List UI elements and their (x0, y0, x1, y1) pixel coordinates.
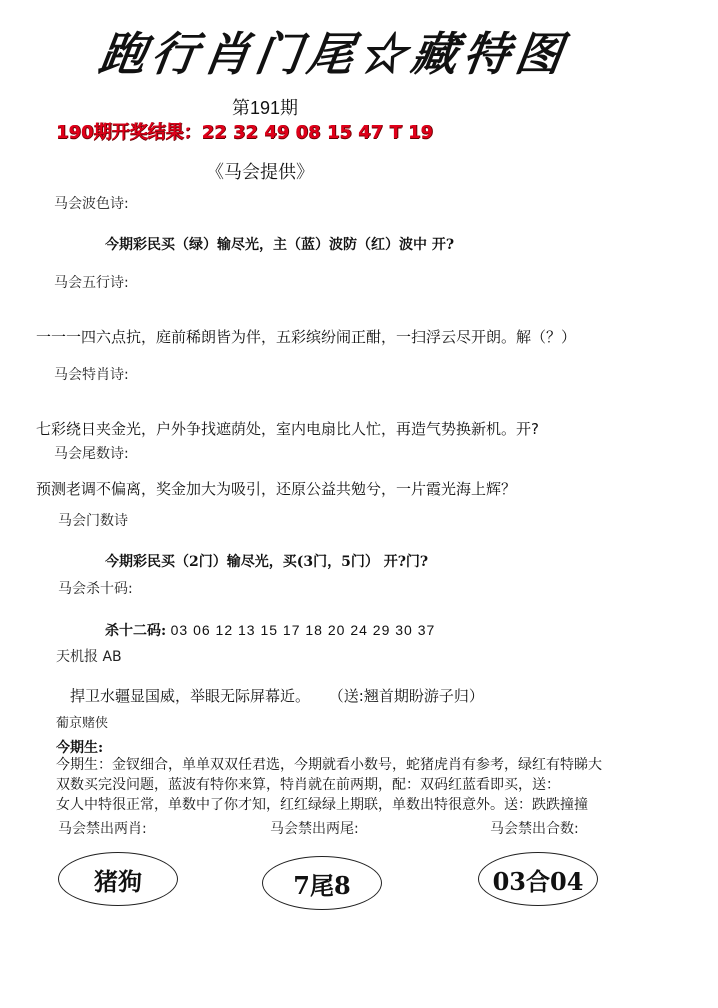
page-title: 跑行肖门尾☆藏特图 (95, 27, 572, 81)
bose-label: 马会波色诗: (54, 196, 129, 212)
provider-label: 《马会提供》 (206, 162, 314, 183)
wuxing-text: 一一一四六点抗，庭前稀朗皆为伴，五彩缤纷闹正酣，一扫浮云尽开朗。解（？） (36, 328, 577, 346)
puj-label: 葡京赌侠 (56, 716, 109, 731)
jinqi-line-1: 今期生：金钗细合，单单双双任君选，今期就看小数号，蛇猪虎肖有参考，绿红有特睇大 (56, 757, 602, 773)
texiao-label: 马会特肖诗: (54, 367, 129, 383)
previous-result: 190期开奖结果：22 32 49 08 15 47 T 19 (56, 122, 434, 143)
jinqi-line-3: 女人中特很正常，单数中了你才知，红红绿绿上期联，单数出特很意外。送：跌跌撞撞 (56, 797, 588, 813)
ban-xiao-value: 猪狗 (58, 852, 178, 906)
menshu-label: 马会门数诗 (58, 513, 128, 529)
ban-wei-value: 7尾8 (262, 856, 382, 910)
ban-he-label: 马会禁出合数: (490, 821, 579, 837)
tianji-line (70, 685, 484, 706)
issue-number: 第191期 (232, 98, 299, 118)
sha-prefix: 杀十二码: (105, 623, 167, 639)
weishu-text: 预测老调不偏离，奖金加大为吸引，还原公益共勉兮，一片霞光海上辉？ (36, 480, 517, 498)
wuxing-label: 马会五行诗: (54, 275, 129, 291)
ban-he-value: 03合04 (478, 852, 598, 906)
weishu-label: 马会尾数诗: (54, 446, 129, 462)
ban-wei-label: 马会禁出两尾: (270, 821, 359, 837)
jinqi-label: 今期生: (56, 740, 104, 756)
tianji-note: （送:翘首期盼游子归） (328, 687, 484, 705)
tianji-label: 天机报 AB (56, 649, 122, 665)
tianji-text: 捍卫水疆显国威，举眼无际屏幕近。 (70, 687, 311, 705)
sha-label: 马会杀十码: (58, 581, 133, 597)
texiao-text: 七彩绕日夹金光，户外争找遮荫处，室内电扇比人忙，再造气势换新机。开? (36, 420, 539, 438)
bose-text: 今期彩民买（绿）输尽光，主（蓝）波防（红）波中 开? (105, 237, 455, 253)
ban-xiao-label: 马会禁出两肖: (58, 821, 147, 837)
sha-line (105, 620, 435, 640)
sha-numbers: 03 06 12 13 15 17 18 20 24 29 30 37 (170, 622, 436, 638)
menshu-text: 今期彩民买（2门）输尽光，买(3门，5门） 开?门? (105, 554, 429, 570)
jinqi-line-2: 双数买完没问题，蓝波有特你来算，特肖就在前两期，配：双码红蓝看即买，送： (56, 777, 560, 793)
